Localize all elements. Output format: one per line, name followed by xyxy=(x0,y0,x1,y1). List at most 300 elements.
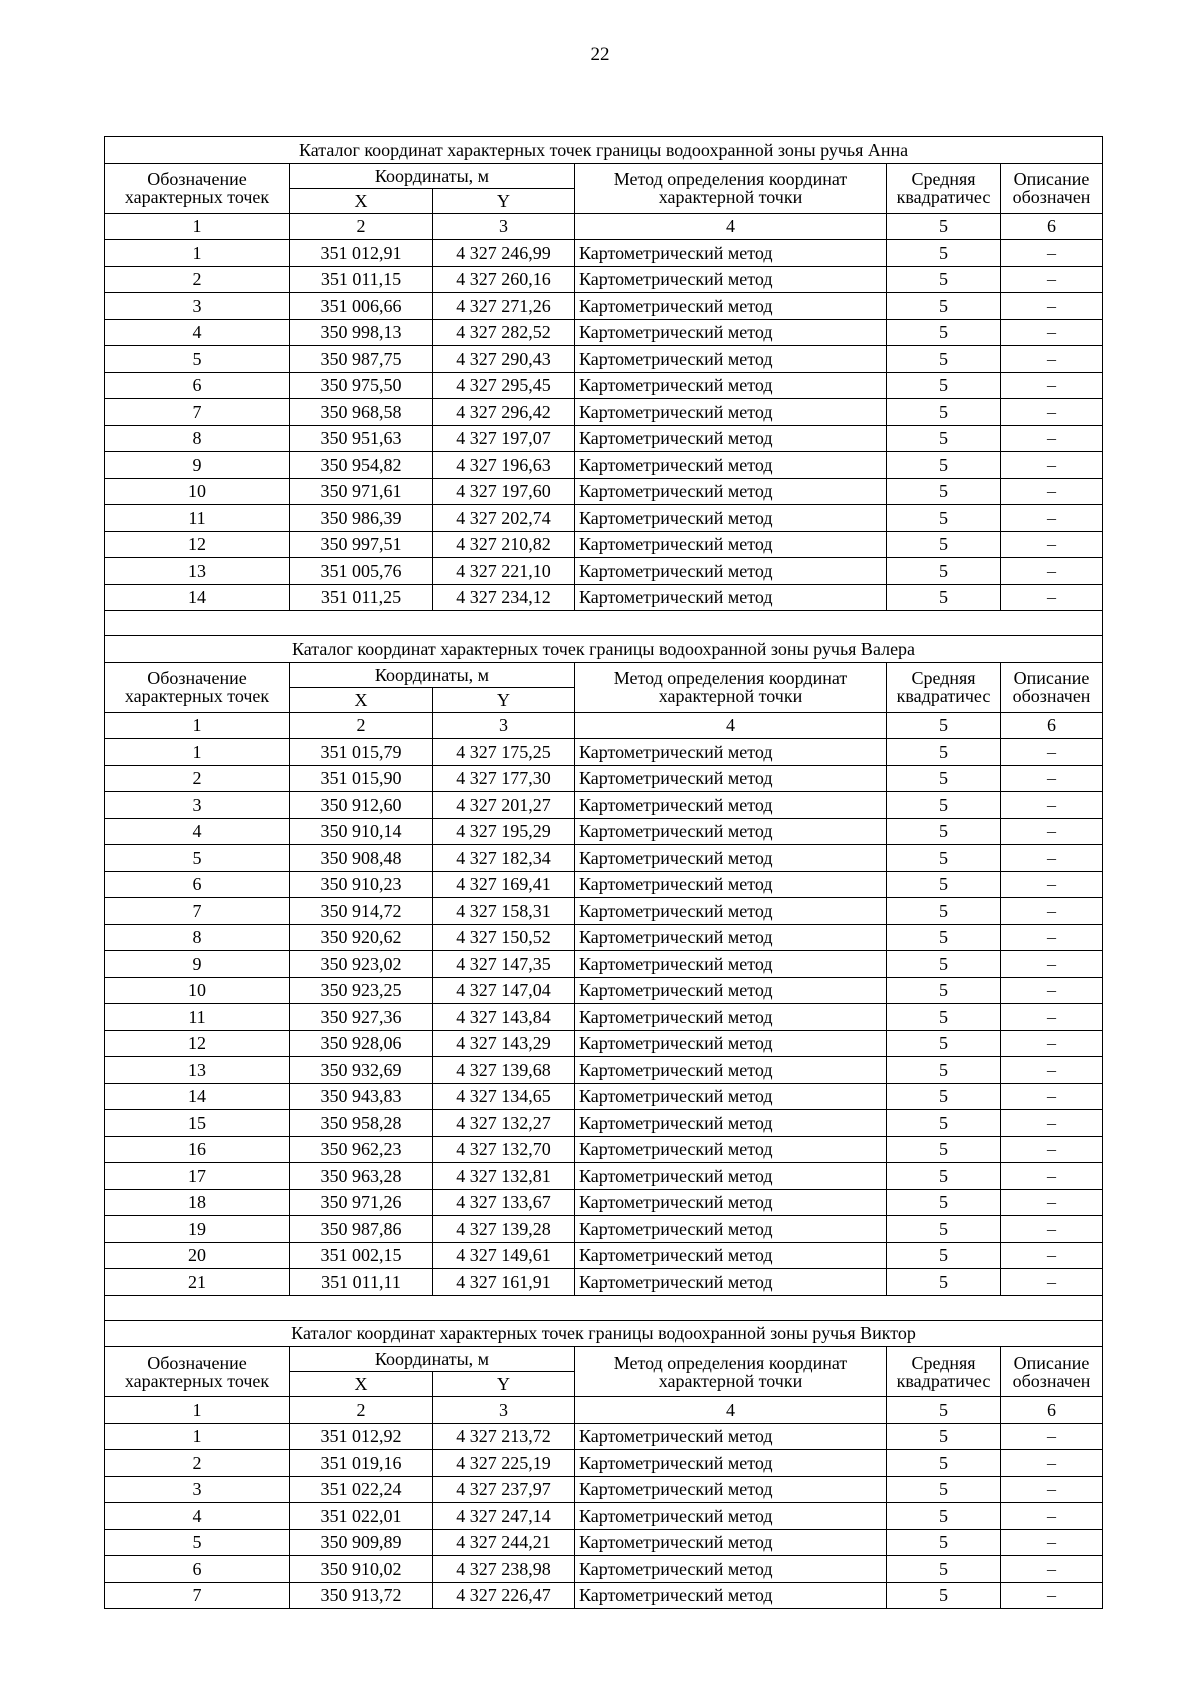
description: – xyxy=(1001,1216,1103,1243)
catalog-spacer-row xyxy=(105,1295,1103,1320)
point-number: 10 xyxy=(105,977,290,1004)
description: – xyxy=(1001,266,1103,293)
method: Картометрический метод xyxy=(575,1582,887,1609)
table-row xyxy=(105,240,1103,267)
catalog-spacer-row xyxy=(105,611,1103,636)
method: Картометрический метод xyxy=(575,505,887,532)
description: – xyxy=(1001,898,1103,925)
header-accuracy-line2: квадратичес xyxy=(896,686,991,706)
table-row xyxy=(105,1189,1103,1216)
column-number-5: 5 xyxy=(887,1397,1001,1424)
coord-x: 350 914,72 xyxy=(290,898,433,925)
header-accuracy xyxy=(887,662,1001,712)
accuracy: 5 xyxy=(887,1110,1001,1137)
coord-x: 351 019,16 xyxy=(290,1450,433,1477)
point-number: 2 xyxy=(105,765,290,792)
method: Картометрический метод xyxy=(575,1242,887,1269)
method: Картометрический метод xyxy=(575,739,887,766)
coord-y: 4 327 246,99 xyxy=(433,240,575,267)
page-number: 22 xyxy=(590,44,610,65)
point-number: 2 xyxy=(105,1450,290,1477)
description: – xyxy=(1001,1476,1103,1503)
coord-x: 350 920,62 xyxy=(290,924,433,951)
column-number-6: 6 xyxy=(1001,712,1103,739)
coord-y: 4 327 202,74 xyxy=(433,505,575,532)
accuracy: 5 xyxy=(887,977,1001,1004)
table-row xyxy=(105,845,1103,872)
coord-x: 350 987,75 xyxy=(290,346,433,373)
point-number: 3 xyxy=(105,293,290,320)
method: Картометрический метод xyxy=(575,845,887,872)
header-description xyxy=(1001,662,1103,712)
point-number: 9 xyxy=(105,452,290,479)
point-number: 8 xyxy=(105,425,290,452)
header-accuracy-line1: Средняя xyxy=(911,169,976,189)
table-row xyxy=(105,478,1103,505)
description: – xyxy=(1001,1110,1103,1137)
point-number: 16 xyxy=(105,1136,290,1163)
accuracy: 5 xyxy=(887,319,1001,346)
coord-y: 4 327 132,70 xyxy=(433,1136,575,1163)
description: – xyxy=(1001,1269,1103,1296)
coord-y: 4 327 147,04 xyxy=(433,977,575,1004)
table-row xyxy=(105,293,1103,320)
coord-x: 350 910,23 xyxy=(290,871,433,898)
method: Картометрический метод xyxy=(575,346,887,373)
table-row xyxy=(105,1529,1103,1556)
table-row xyxy=(105,1503,1103,1530)
table-row xyxy=(105,584,1103,611)
point-number: 1 xyxy=(105,1423,290,1450)
header-y: Y xyxy=(433,1372,575,1397)
coord-x: 350 912,60 xyxy=(290,792,433,819)
method: Картометрический метод xyxy=(575,1423,887,1450)
header-coordinates: Координаты, м xyxy=(290,662,575,687)
point-number: 11 xyxy=(105,1004,290,1031)
coord-x: 351 015,79 xyxy=(290,739,433,766)
description: – xyxy=(1001,1083,1103,1110)
table-row xyxy=(105,1450,1103,1477)
header-row xyxy=(105,662,1103,687)
description: – xyxy=(1001,845,1103,872)
description: – xyxy=(1001,977,1103,1004)
method: Картометрический метод xyxy=(575,1163,887,1190)
header-method-line1: Метод определения координат xyxy=(613,169,848,189)
accuracy: 5 xyxy=(887,1423,1001,1450)
coord-x: 350 958,28 xyxy=(290,1110,433,1137)
point-number: 6 xyxy=(105,871,290,898)
method: Картометрический метод xyxy=(575,1083,887,1110)
column-number-row xyxy=(105,1397,1103,1424)
method: Картометрический метод xyxy=(575,924,887,951)
coord-y: 4 327 134,65 xyxy=(433,1083,575,1110)
point-number: 8 xyxy=(105,924,290,951)
coord-y: 4 327 247,14 xyxy=(433,1503,575,1530)
column-number-1: 1 xyxy=(105,712,290,739)
header-accuracy xyxy=(887,1347,1001,1397)
column-number-3: 3 xyxy=(433,712,575,739)
coord-y: 4 327 238,98 xyxy=(433,1556,575,1583)
column-number-6: 6 xyxy=(1001,213,1103,240)
table-row xyxy=(105,1030,1103,1057)
coord-x: 350 910,02 xyxy=(290,1556,433,1583)
point-number: 21 xyxy=(105,1269,290,1296)
coord-x: 350 913,72 xyxy=(290,1582,433,1609)
table-row xyxy=(105,977,1103,1004)
coord-x: 351 012,91 xyxy=(290,240,433,267)
accuracy: 5 xyxy=(887,1216,1001,1243)
description: – xyxy=(1001,1004,1103,1031)
coord-x: 350 997,51 xyxy=(290,531,433,558)
method: Картометрический метод xyxy=(575,1450,887,1477)
point-number: 5 xyxy=(105,346,290,373)
coord-x: 350 954,82 xyxy=(290,452,433,479)
catalog-title: Каталог координат характерных точек границы водоохранной зоны ручья Виктор xyxy=(105,1320,1103,1347)
point-number: 10 xyxy=(105,478,290,505)
point-number: 3 xyxy=(105,1476,290,1503)
accuracy: 5 xyxy=(887,1556,1001,1583)
coord-y: 4 327 290,43 xyxy=(433,346,575,373)
coord-y: 4 327 226,47 xyxy=(433,1582,575,1609)
accuracy: 5 xyxy=(887,924,1001,951)
accuracy: 5 xyxy=(887,871,1001,898)
coord-x: 350 928,06 xyxy=(290,1030,433,1057)
coord-y: 4 327 213,72 xyxy=(433,1423,575,1450)
coord-x: 350 998,13 xyxy=(290,319,433,346)
coord-x: 351 011,25 xyxy=(290,584,433,611)
point-number: 20 xyxy=(105,1242,290,1269)
column-number-5: 5 xyxy=(887,712,1001,739)
coord-x: 350 986,39 xyxy=(290,505,433,532)
table-row xyxy=(105,924,1103,951)
description: – xyxy=(1001,1189,1103,1216)
coord-y: 4 327 195,29 xyxy=(433,818,575,845)
header-method-line1: Метод определения координат xyxy=(613,668,848,688)
description: – xyxy=(1001,818,1103,845)
description: – xyxy=(1001,584,1103,611)
header-designation-line1: Обозначение xyxy=(147,668,247,688)
point-number: 4 xyxy=(105,319,290,346)
header-method-line2: характерной точки xyxy=(658,686,803,706)
accuracy: 5 xyxy=(887,1163,1001,1190)
description: – xyxy=(1001,293,1103,320)
method: Картометрический метод xyxy=(575,1004,887,1031)
header-accuracy-line2: квадратичес xyxy=(896,187,991,207)
header-designation-line1: Обозначение xyxy=(147,169,247,189)
table-row xyxy=(105,951,1103,978)
table-row xyxy=(105,818,1103,845)
point-number: 14 xyxy=(105,1083,290,1110)
coord-y: 4 327 150,52 xyxy=(433,924,575,951)
header-accuracy-line1: Средняя xyxy=(911,1352,976,1373)
method: Картометрический метод xyxy=(575,1110,887,1137)
description: – xyxy=(1001,765,1103,792)
accuracy: 5 xyxy=(887,1057,1001,1084)
description: – xyxy=(1001,346,1103,373)
description: – xyxy=(1001,1423,1103,1450)
header-description-line1: Описание xyxy=(1013,1352,1090,1373)
coord-y: 4 327 271,26 xyxy=(433,293,575,320)
accuracy: 5 xyxy=(887,266,1001,293)
point-number: 4 xyxy=(105,1503,290,1530)
catalog-title-row xyxy=(105,636,1103,663)
point-number: 13 xyxy=(105,1057,290,1084)
table-row xyxy=(105,1269,1103,1296)
coord-y: 4 327 139,28 xyxy=(433,1216,575,1243)
accuracy: 5 xyxy=(887,531,1001,558)
method: Картометрический метод xyxy=(575,584,887,611)
header-description-line2: обозначен xyxy=(1012,686,1091,706)
point-number: 2 xyxy=(105,266,290,293)
catalog-title-row xyxy=(105,137,1103,164)
table-row xyxy=(105,1163,1103,1190)
coord-y: 4 327 197,60 xyxy=(433,478,575,505)
coord-y: 4 327 225,19 xyxy=(433,1450,575,1477)
description: – xyxy=(1001,372,1103,399)
coord-y: 4 327 282,52 xyxy=(433,319,575,346)
header-coordinates: Координаты, м xyxy=(290,1347,575,1372)
table-row xyxy=(105,266,1103,293)
coord-x: 351 005,76 xyxy=(290,558,433,585)
accuracy: 5 xyxy=(887,1030,1001,1057)
accuracy: 5 xyxy=(887,845,1001,872)
coord-x: 350 923,02 xyxy=(290,951,433,978)
description: – xyxy=(1001,319,1103,346)
description: – xyxy=(1001,1529,1103,1556)
table-row xyxy=(105,1083,1103,1110)
column-number-6: 6 xyxy=(1001,1397,1103,1424)
coord-x: 351 022,24 xyxy=(290,1476,433,1503)
method: Картометрический метод xyxy=(575,1030,887,1057)
accuracy: 5 xyxy=(887,1004,1001,1031)
table-row xyxy=(105,1004,1103,1031)
coord-y: 4 327 197,07 xyxy=(433,425,575,452)
method: Картометрический метод xyxy=(575,1503,887,1530)
header-row xyxy=(105,1347,1103,1372)
accuracy: 5 xyxy=(887,1582,1001,1609)
table-row xyxy=(105,372,1103,399)
description: – xyxy=(1001,452,1103,479)
coord-y: 4 327 143,84 xyxy=(433,1004,575,1031)
accuracy: 5 xyxy=(887,898,1001,925)
method: Картометрический метод xyxy=(575,871,887,898)
coord-x: 350 908,48 xyxy=(290,845,433,872)
method: Картометрический метод xyxy=(575,792,887,819)
header-accuracy xyxy=(887,163,1001,213)
coord-x: 350 971,61 xyxy=(290,478,433,505)
accuracy: 5 xyxy=(887,1242,1001,1269)
coord-x: 350 927,36 xyxy=(290,1004,433,1031)
point-number: 6 xyxy=(105,1556,290,1583)
header-designation-line2: характерных точек xyxy=(124,686,270,706)
description: – xyxy=(1001,924,1103,951)
column-number-row xyxy=(105,213,1103,240)
column-number-4: 4 xyxy=(575,1397,887,1424)
header-designation xyxy=(105,662,290,712)
column-number-1: 1 xyxy=(105,1397,290,1424)
description: – xyxy=(1001,739,1103,766)
accuracy: 5 xyxy=(887,425,1001,452)
table-row xyxy=(105,319,1103,346)
coord-x: 350 951,63 xyxy=(290,425,433,452)
accuracy: 5 xyxy=(887,1476,1001,1503)
point-number: 7 xyxy=(105,399,290,426)
header-method-line2: характерной точки xyxy=(658,1370,803,1391)
description: – xyxy=(1001,1057,1103,1084)
header-x: X xyxy=(290,687,433,712)
point-number: 5 xyxy=(105,845,290,872)
coord-y: 4 327 182,34 xyxy=(433,845,575,872)
coord-x: 351 006,66 xyxy=(290,293,433,320)
header-method-line1: Метод определения координат xyxy=(613,1352,848,1373)
coord-x: 350 910,14 xyxy=(290,818,433,845)
accuracy: 5 xyxy=(887,558,1001,585)
accuracy: 5 xyxy=(887,1450,1001,1477)
coord-y: 4 327 234,12 xyxy=(433,584,575,611)
header-designation-line2: характерных точек xyxy=(124,187,270,207)
method: Картометрический метод xyxy=(575,1269,887,1296)
coord-y: 4 327 169,41 xyxy=(433,871,575,898)
method: Картометрический метод xyxy=(575,266,887,293)
coord-y: 4 327 133,67 xyxy=(433,1189,575,1216)
accuracy: 5 xyxy=(887,739,1001,766)
header-designation xyxy=(105,1347,290,1397)
method: Картометрический метод xyxy=(575,1216,887,1243)
coord-x: 351 022,01 xyxy=(290,1503,433,1530)
accuracy: 5 xyxy=(887,792,1001,819)
coord-x: 350 932,69 xyxy=(290,1057,433,1084)
coord-y: 4 327 177,30 xyxy=(433,765,575,792)
method: Картометрический метод xyxy=(575,240,887,267)
header-description-line2: обозначен xyxy=(1012,187,1091,207)
point-number: 14 xyxy=(105,584,290,611)
header-designation-line2: характерных точек xyxy=(124,1370,270,1391)
coord-x: 350 923,25 xyxy=(290,977,433,1004)
coord-y: 4 327 132,81 xyxy=(433,1163,575,1190)
coord-x: 350 987,86 xyxy=(290,1216,433,1243)
description: – xyxy=(1001,871,1103,898)
coord-y: 4 327 149,61 xyxy=(433,1242,575,1269)
method: Картометрический метод xyxy=(575,558,887,585)
column-number-5: 5 xyxy=(887,213,1001,240)
column-number-4: 4 xyxy=(575,213,887,240)
point-number: 13 xyxy=(105,558,290,585)
table-row xyxy=(105,452,1103,479)
accuracy: 5 xyxy=(887,765,1001,792)
point-number: 12 xyxy=(105,531,290,558)
coord-x: 351 011,15 xyxy=(290,266,433,293)
table-row xyxy=(105,1476,1103,1503)
accuracy: 5 xyxy=(887,478,1001,505)
accuracy: 5 xyxy=(887,505,1001,532)
description: – xyxy=(1001,505,1103,532)
accuracy: 5 xyxy=(887,1189,1001,1216)
spacer-cell xyxy=(105,611,1103,636)
description: – xyxy=(1001,1242,1103,1269)
point-number: 18 xyxy=(105,1189,290,1216)
point-number: 5 xyxy=(105,1529,290,1556)
coord-y: 4 327 201,27 xyxy=(433,792,575,819)
coord-y: 4 327 161,91 xyxy=(433,1269,575,1296)
point-number: 7 xyxy=(105,1582,290,1609)
table-row xyxy=(105,1556,1103,1583)
method: Картометрический метод xyxy=(575,765,887,792)
coord-y: 4 327 295,45 xyxy=(433,372,575,399)
point-number: 4 xyxy=(105,818,290,845)
method: Картометрический метод xyxy=(575,452,887,479)
description: – xyxy=(1001,1136,1103,1163)
table-row xyxy=(105,792,1103,819)
method: Картометрический метод xyxy=(575,425,887,452)
table-row xyxy=(105,1136,1103,1163)
point-number: 7 xyxy=(105,898,290,925)
table-row xyxy=(105,425,1103,452)
header-accuracy-line2: квадратичес xyxy=(896,1370,991,1391)
coord-x: 351 002,15 xyxy=(290,1242,433,1269)
header-designation xyxy=(105,163,290,213)
table-row xyxy=(105,346,1103,373)
accuracy: 5 xyxy=(887,1503,1001,1530)
description: – xyxy=(1001,792,1103,819)
table-row xyxy=(105,531,1103,558)
coord-x: 350 963,28 xyxy=(290,1163,433,1190)
header-designation-line1: Обозначение xyxy=(147,1352,247,1373)
coord-y: 4 327 244,21 xyxy=(433,1529,575,1556)
column-number-2: 2 xyxy=(290,1397,433,1424)
header-description xyxy=(1001,1347,1103,1397)
accuracy: 5 xyxy=(887,584,1001,611)
accuracy: 5 xyxy=(887,951,1001,978)
table-row xyxy=(105,898,1103,925)
table-row xyxy=(105,1582,1103,1609)
point-number: 11 xyxy=(105,505,290,532)
header-description-line2: обозначен xyxy=(1012,1370,1091,1391)
table-row xyxy=(105,739,1103,766)
header-method-line2: характерной точки xyxy=(658,187,803,207)
description: – xyxy=(1001,531,1103,558)
coord-y: 4 327 260,16 xyxy=(433,266,575,293)
header-row xyxy=(105,163,1103,188)
column-number-2: 2 xyxy=(290,213,433,240)
accuracy: 5 xyxy=(887,1269,1001,1296)
point-number: 1 xyxy=(105,739,290,766)
description: – xyxy=(1001,1556,1103,1583)
method: Картометрический метод xyxy=(575,818,887,845)
accuracy: 5 xyxy=(887,240,1001,267)
description: – xyxy=(1001,558,1103,585)
catalog-title: Каталог координат характерных точек границы водоохранной зоны ручья Анна xyxy=(105,137,1103,164)
point-number: 9 xyxy=(105,951,290,978)
accuracy: 5 xyxy=(887,818,1001,845)
coord-x: 351 015,90 xyxy=(290,765,433,792)
method: Картометрический метод xyxy=(575,1529,887,1556)
point-number: 12 xyxy=(105,1030,290,1057)
description: – xyxy=(1001,1450,1103,1477)
accuracy: 5 xyxy=(887,293,1001,320)
header-y: Y xyxy=(433,687,575,712)
column-number-3: 3 xyxy=(433,213,575,240)
method: Картометрический метод xyxy=(575,531,887,558)
coord-y: 4 327 175,25 xyxy=(433,739,575,766)
point-number: 17 xyxy=(105,1163,290,1190)
accuracy: 5 xyxy=(887,452,1001,479)
coord-x: 350 968,58 xyxy=(290,399,433,426)
accuracy: 5 xyxy=(887,372,1001,399)
accuracy: 5 xyxy=(887,1136,1001,1163)
accuracy: 5 xyxy=(887,399,1001,426)
table-row xyxy=(105,399,1103,426)
column-number-row xyxy=(105,712,1103,739)
